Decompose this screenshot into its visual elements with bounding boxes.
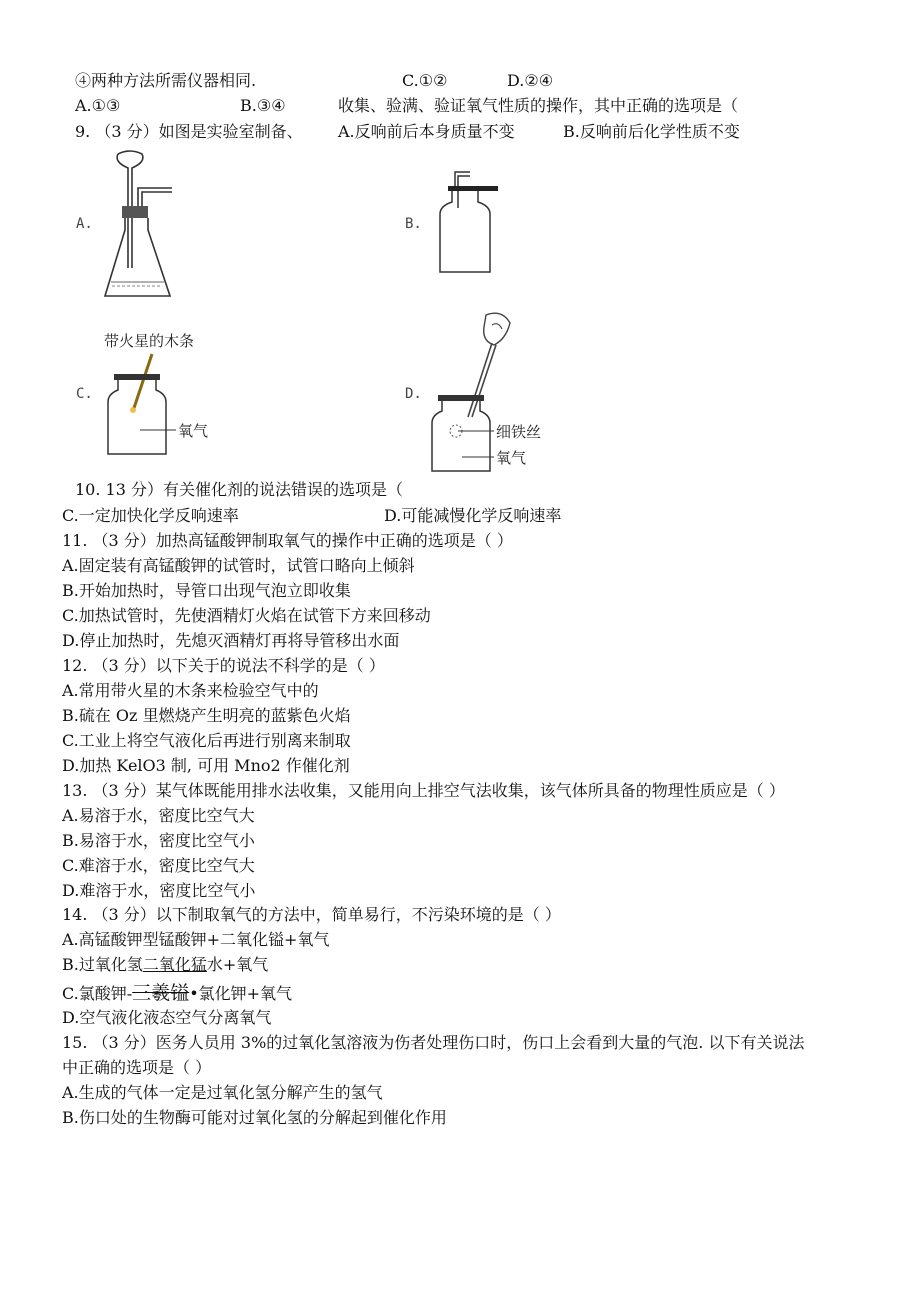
q14-option-c-catalyst: 三羲镒 <box>132 982 190 1004</box>
q14-option-d: D.空气液化液态空气分离氧气 <box>62 1008 272 1027</box>
q8-statement-4: ④两种方法所需仪器相同. <box>75 71 257 90</box>
figure-c-bottle <box>100 330 220 458</box>
q12-option-b: B.硫在 Oz 里燃烧产生明亮的蓝紫色火焰 <box>62 706 351 725</box>
q15-stem-line1: 15. （3 分）医务人员用 3%的过氧化氢溶液为伤者处理伤口时，伤口上会看到大量的气泡. 以下有关说法 <box>62 1033 805 1052</box>
q10-option-d: D.可能减慢化学反响速率 <box>384 506 562 525</box>
figure-c-caption-gas: 氧气 <box>178 422 209 440</box>
q15-option-a: A.生成的气体一定是过氧化氢分解产生的氢气 <box>62 1083 383 1102</box>
q13-option-a: A.易溶于水，密度比空气大 <box>62 806 255 825</box>
figure-d-caption-gas: 氧气 <box>496 449 527 467</box>
q10-option-a: A.反响前后本身质量不变 <box>338 122 515 141</box>
q13-option-d: D.难溶于水，密度比空气小 <box>62 881 256 900</box>
q13-stem: 13. （3 分）某气体既能用排水法收集，又能用向上排空气法收集，该气体所具备的物理性质应是（ ） <box>62 781 785 800</box>
q13-option-c: C.难溶于水，密度比空气大 <box>62 856 255 875</box>
q14-stem: 14. （3 分）以下制取氧气的方法中，简单易行，不污染环境的是（ ） <box>62 905 561 924</box>
figure-b-bottle <box>430 168 505 278</box>
figure-b-label: B. <box>405 216 422 232</box>
q14-option-c-prefix: C.氯酸钾- <box>62 984 133 1003</box>
q10-stem: 10. 13 分）有关催化剂的说法错误的选项是（ <box>75 480 403 499</box>
q14-option-b-prefix: B.过氧化氢 <box>62 955 143 974</box>
figure-a-label: A. <box>76 216 93 232</box>
q12-stem: 12. （3 分）以下关于的说法不科学的是（ ） <box>62 656 385 675</box>
figure-c-label: C. <box>76 386 93 402</box>
q11-option-b: B.开始加热时，导管口出现气泡立即收集 <box>62 581 351 600</box>
figure-d-bottle <box>428 305 558 475</box>
q14-option-c <box>62 983 292 1004</box>
q14-option-a: A.高锰酸钾型锰酸钾+二氧化镒+氧气 <box>62 930 330 949</box>
figure-d-caption-wire: 细铁丝 <box>496 423 542 441</box>
q11-option-a: A.固定装有高锰酸钾的试管时，试管口略向上倾斜 <box>62 556 415 575</box>
q14-option-b-suffix: 水+氧气 <box>206 955 269 974</box>
q14-option-c-suffix: •氯化钾+氧气 <box>189 984 293 1003</box>
q11-option-c: C.加热试管时，先使酒精灯火焰在试管下方来回移动 <box>62 606 431 625</box>
figure-c-caption-splint: 带火星的木条 <box>104 332 195 350</box>
figure-a-flask <box>100 148 190 303</box>
q15-option-b: B.伤口处的生物酶可能对过氧化氢的分解起到催化作用 <box>62 1108 447 1127</box>
q8-option-b: B.③④ <box>240 96 286 115</box>
q12-option-d: D.加热 KelO3 制, 可用 Mno2 作催化剂 <box>62 756 350 775</box>
q11-option-d: D.停止加热时，先熄灭酒精灯再将导管移出水面 <box>62 631 400 650</box>
q14-option-b-catalyst: 二氧化猛 <box>142 955 207 974</box>
q8-option-a: A.①③ <box>75 96 121 115</box>
q12-option-c: C.工业上将空气液化后再进行别离来制取 <box>62 731 351 750</box>
q8-option-c: C.①② <box>402 71 448 90</box>
q14-option-b <box>62 955 268 975</box>
figure-d-label: D. <box>405 386 422 402</box>
q10-option-c: C.一定加快化学反响速率 <box>62 506 239 525</box>
q9-stem-continuation: 收集、验满、验证氧气性质的操作，其中正确的选项是（ <box>338 96 739 115</box>
q10-option-b: B.反响前后化学性质不变 <box>563 122 740 141</box>
q8-option-d: D.②④ <box>507 71 554 90</box>
q15-stem-line2: 中正确的选项是（ ） <box>62 1058 212 1077</box>
q9-stem: 9. （3 分）如图是实验室制备、 <box>75 122 303 141</box>
q12-option-a: A.常用带火星的木条来检验空气中的 <box>62 681 319 700</box>
q11-stem: 11. （3 分）加热高锰酸钾制取氧气的操作中正确的选项是（ ） <box>62 531 513 550</box>
q13-option-b: B.易溶于水，密度比空气小 <box>62 831 255 850</box>
